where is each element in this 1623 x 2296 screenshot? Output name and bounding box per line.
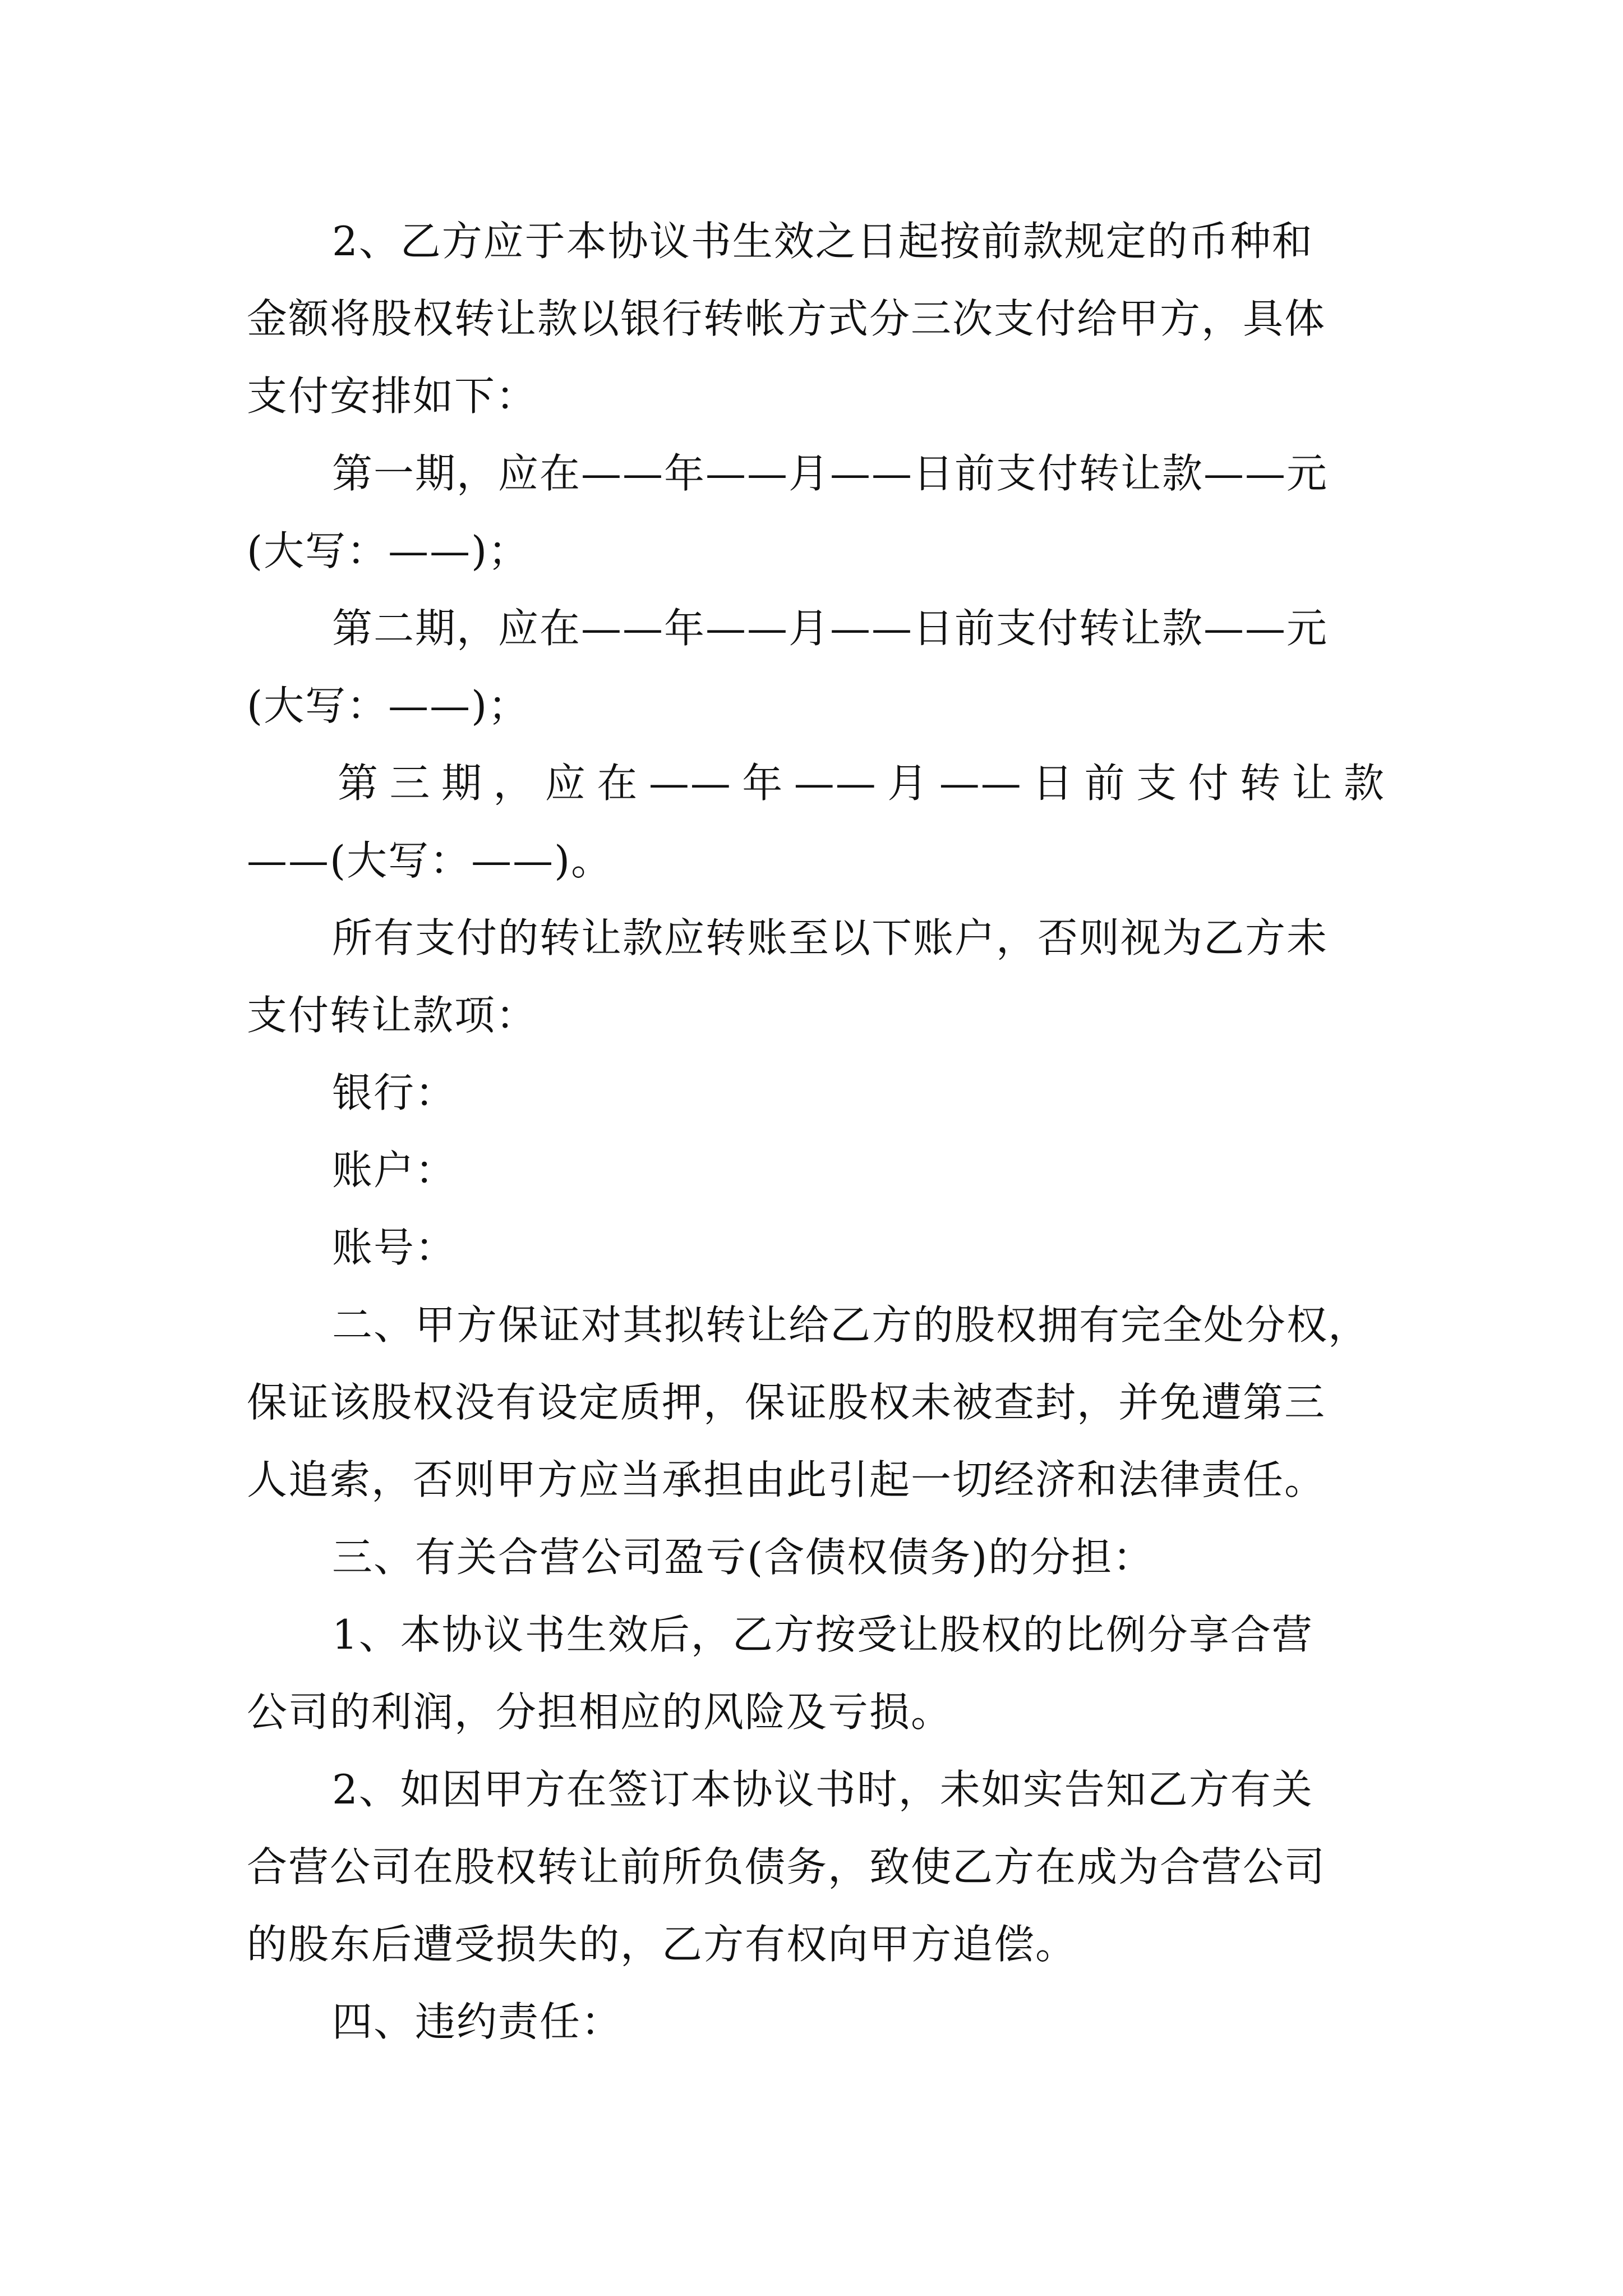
text-line: 第二期，应在——年——月——日前支付转让款——元: [332, 605, 1329, 652]
text-line: 支付转让款项：: [247, 992, 538, 1039]
text-line: 支付安排如下：: [247, 372, 538, 420]
text-line: 第三期，应在——年——月——日前支付转让款: [338, 760, 1385, 807]
text-line: 金额将股权转让款以银行转帐方式分三次支付给甲方，具体: [247, 295, 1326, 342]
text-line: (大写：——)；: [247, 527, 530, 574]
text-line: 账号：: [332, 1224, 457, 1271]
text-line: 1、本协议书生效后，乙方按受让股权的比例分享合营: [332, 1611, 1313, 1658]
text-line: 四、违约责任：: [332, 1998, 623, 2045]
text-line: 的股东后遭受损失的，乙方有权向甲方追偿。: [247, 1921, 1077, 1968]
text-line: 二、甲方保证对其拟转让给乙方的股权拥有完全处分权，: [332, 1301, 1370, 1349]
text-line: 人追索，否则甲方应当承担由此引起一切经济和法律责任。: [247, 1456, 1326, 1503]
text-line: 2、如因甲方在签订本协议书时，未如实告知乙方有关: [332, 1766, 1313, 1813]
text-line: 银行：: [332, 1069, 457, 1116]
text-line: 账户：: [332, 1147, 457, 1194]
text-line: 2、乙方应于本协议书生效之日起按前款规定的币种和: [332, 218, 1313, 265]
text-line: ——(大写：——)。: [247, 837, 613, 884]
text-line: 三、有关合营公司盈亏(含债权债务)的分担：: [332, 1534, 1155, 1581]
text-line: 保证该股权没有设定质押，保证股权未被查封，并免遭第三: [247, 1379, 1326, 1426]
document-body: [247, 210, 1385, 2068]
text-line: 公司的利润，分担相应的风险及亏损。: [247, 1688, 953, 1736]
text-line: 所有支付的转让款应转账至以下账户，否则视为乙方未: [332, 914, 1329, 961]
text-line: 合营公司在股权转让前所负债务，致使乙方在成为合营公司: [247, 1843, 1326, 1890]
text-line: (大写：——)；: [247, 682, 530, 729]
text-line: 第一期，应在——年——月——日前支付转让款——元: [332, 450, 1329, 497]
